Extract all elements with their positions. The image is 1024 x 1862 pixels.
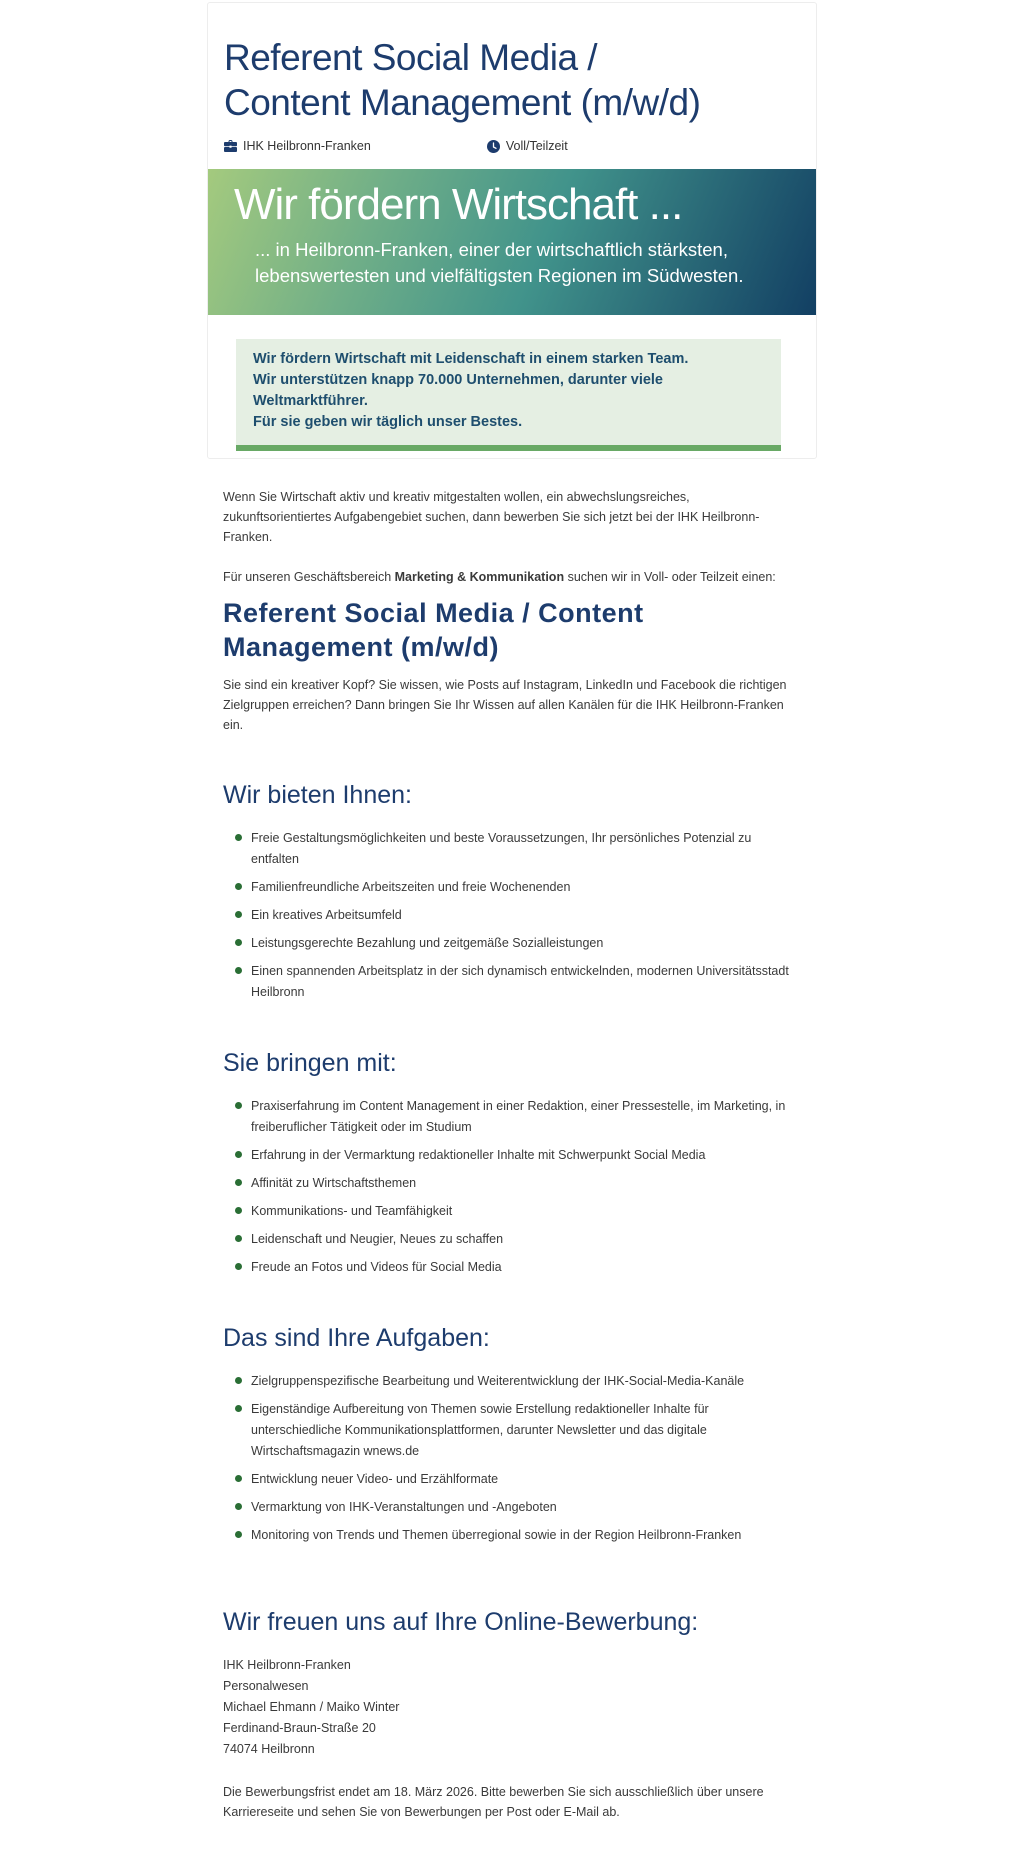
business-area-bold: Marketing & Kommunikation [394,570,565,585]
list-item: Vermarktung von IHK-Veranstaltungen und -Angeboten [235,1497,801,1518]
list-item: Eigenständige Aufbereitung von Themen sowie Erstellung redaktioneller Inhalte für unterschiedliche Kommunikationsplattformen, darunter Newsletter und das digitale Wirtschaftsmagazin wnews.de [235,1399,801,1462]
section-title-apply: Wir freuen uns auf Ihre Online-Bewerbung: [223,1607,699,1636]
clock-icon [487,140,500,153]
list-item: Familienfreundliche Arbeitszeiten und freie Wochenenden [235,877,801,898]
deadline-paragraph: Die Bewerbungsfrist endet am 18. März 2026. Bitte bewerben Sie sich ausschließlich über unsere Karriereseite und sehen Sie von Bewerbungen per Post oder E-Mail ab. [223,1784,764,1819]
page-container [207,2,817,1862]
company-label: IHK Heilbronn-Franken [243,139,371,154]
list-item: Entwicklung neuer Video- und Erzählformate [235,1469,801,1490]
page-title [208,3,816,125]
pitch-paragraph: Sie sind ein kreativer Kopf? Sie wissen, wie Posts auf Instagram, LinkedIn und Facebook die richtigen Zielgruppen erreichen? Dann bringen Sie Ihr Wissen auf allen Kanälen für die IHK Heilbronn-Franken ein. [223,677,787,732]
job-meta-row [208,125,816,153]
page-title-line1: Referent Social Media / [224,37,598,78]
list-item: Einen spannenden Arbeitsplatz in der sich dynamisch entwickelnden, modernen Universitätsstadt Heilbronn [235,961,801,1003]
banner-title: Wir fördern Wirtschaft ... [234,180,683,230]
meta-worktime [487,139,568,153]
address-line: Michael Ehmann / Maiko Winter [223,1699,400,1714]
section-title-offer: Wir bieten Ihnen: [223,780,412,809]
list-item: Leidenschaft und Neugier, Neues zu schaffen [235,1229,801,1250]
list-item: Praxiserfahrung im Content Management in einer Redaktion, einer Pressestelle, im Marketing, in freiberuflicher Tätigkeit oder im Studium [235,1096,801,1138]
highlight-box [236,339,781,451]
list-item: Freude an Fotos und Videos für Social Media [235,1257,801,1278]
list-item: Monitoring von Trends und Themen überregional sowie in der Region Heilbronn-Franken [235,1525,801,1546]
job-heading: Referent Social Media / Content Management (m/w/d) [223,598,644,663]
list-item: Kommunikations- und Teamfähigkeit [235,1201,801,1222]
address-block [223,1655,801,1760]
banner-subtitle [208,237,816,289]
offer-list [235,828,801,1003]
meta-company [224,139,371,153]
highlight-line-1: Wir fördern Wirtschaft mit Leidenschaft in einem starken Team. [253,351,689,368]
list-item: Leistungsgerechte Bezahlung und zeitgemäße Sozialleistungen [235,933,801,954]
banner-subtitle-line1: ... in Heilbronn-Franken, einer der wirtschaftlich stärksten, [255,239,728,261]
job-card [207,2,817,459]
list-item: Ein kreatives Arbeitsumfeld [235,905,801,926]
list-item: Zielgruppenspezifische Bearbeitung und Weiterentwicklung der IHK-Social-Media-Kanäle [235,1371,801,1392]
address-line: IHK Heilbronn-Franken [223,1657,351,1672]
worktime-label: Voll/Teilzeit [505,139,568,154]
list-item: Affinität zu Wirtschaftsthemen [235,1173,801,1194]
banner-subtitle-line2: lebenswertesten und vielfältigsten Regionen im Südwesten. [255,265,744,287]
business-area-suffix: suchen wir in Voll- oder Teilzeit einen: [564,570,776,585]
section-title-bring: Sie bringen mit: [223,1048,397,1077]
job-description [207,459,817,1862]
bring-list [235,1096,801,1278]
list-item: Freie Gestaltungsmöglichkeiten und beste Voraussetzungen, Ihr persönliches Potenzial zu entfalten [235,828,801,870]
page-title-line2: Content Management (m/w/d) [224,82,701,124]
briefcase-icon [224,140,237,152]
address-line: 74074 Heilbronn [223,1741,315,1756]
highlight-line-2: Wir unterstützen knapp 70.000 Unternehmen, darunter viele Weltmarktführer. [253,372,664,410]
address-line: Ferdinand-Braun-Straße 20 [223,1720,376,1735]
business-area-paragraph [223,567,801,587]
hero-banner [208,169,816,315]
section-title-tasks: Das sind Ihre Aufgaben: [223,1323,490,1352]
list-item: Erfahrung in der Vermarktung redaktioneller Inhalte mit Schwerpunkt Social Media [235,1145,801,1166]
tasks-list [235,1371,801,1546]
address-line: Personalwesen [223,1678,309,1693]
highlight-line-3: Für sie geben wir täglich unser Bestes. [253,414,523,431]
business-area-prefix: Für unseren Geschäftsbereich [223,570,395,585]
intro-paragraph: Wenn Sie Wirtschaft aktiv und kreativ mitgestalten wollen, ein abwechslungsreiches, zukunftsorientiertes Aufgabengebiet suchen, dann bewerben Sie sich jetzt bei der IHK Heilbronn-Franken. [223,490,760,545]
